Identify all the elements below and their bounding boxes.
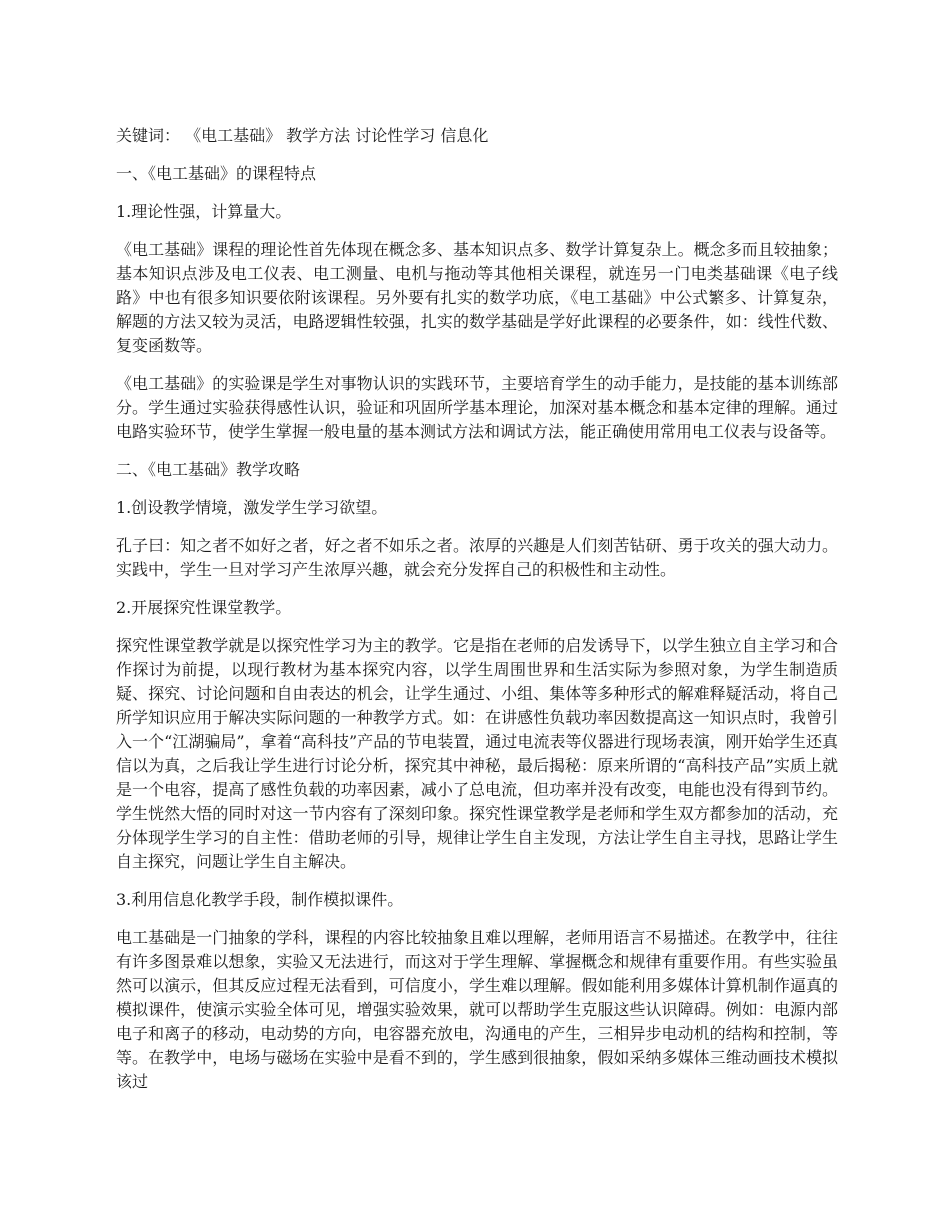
paragraph-inquiry: 探究性课堂教学就是以探究性学习为主的教学。它是指在老师的启发诱导下，以学生独立自主学习和合作探讨为前提，以现行教材为基本探究内容，以学生周围世界和生活实际为参照对象，为学生制造质疑、探究、讨论问题和自由表达的机会，让学生通过、小组、集体等多种形式的解难释疑活动，将自己所学知识应用于解决实际问题的一种教学方式。如：在讲感性负载功率因数提高这一知识点时，我曾引入一个“江湖骗局”，拿着“高科技”产品的节电装置，通过电流表等仪器进行现场表演，刚开始学生还真信以为真，之后我让学生进行讨论分析，探究其中神秘，最后揭秘：原来所谓的“高科技产品”实质上就是一个电容，提高了感性负载的功率因素，减小了总电流，但功率并没有改变，电能也没有得到节约。学生恍然大悟的同时对这一节内容有了深刻印象。探究性课堂教学是老师和学生双方都参加的活动，充分体现学生学习的自主性：借助老师的引导，规律让学生自主发现，方法让学生自主寻找，思路让学生自主探究，问题让学生自主解决。 [116,636,838,871]
section-heading-teaching-strategy: 二、《电工基础》教学攻略 [116,460,301,479]
keywords-line: 关键词： 《电工基础》 教学方法 讨论性学习 信息化 [116,126,489,145]
subheading-inquiry-teaching: 2.开展探究性课堂教学。 [116,598,292,617]
subheading-teaching-situation: 1.创设教学情境，激发学生学习欲望。 [116,498,388,517]
paragraph-informatization: 电工基础是一门抽象的学科，课程的内容比较抽象且难以理解，老师用语言不易描述。在教学中，往往有许多图景难以想象，实验又无法进行，而这对于学生理解、掌握概念和规律有重要作用。有些实验虽然可以演示，但其反应过程无法看到，可信度小，学生难以理解。假如能利用多媒体计算机制作逼真的模拟课件，使演示实验全体可见，增强实验效果，就可以帮助学生克服这些认识障碍。例如：电源内部电子和离子的移动，电动势的方向，电容器充放电，沟通电的产生，三相异步电动机的结构和控制，等等。在教学中，电场与磁场在实验中是看不到的，学生感到很抽象，假如采纳多媒体三维动画技术模拟该过 [116,928,838,1091]
paragraph-interest: 孔子曰：知之者不如好之者，好之者不如乐之者。浓厚的兴趣是人们刻苦钻研、勇于攻关的强大动力。实践中，学生一旦对学习产生浓厚兴趣，就会充分发挥自己的积极性和主动性。 [116,536,838,579]
subheading-informatization: 3.利用信息化教学手段，制作模拟课件。 [116,890,404,909]
subheading-theory-strong: 1.理论性强，计算量大。 [116,202,292,221]
section-heading-course-features: 一、《电工基础》的课程特点 [116,164,317,183]
paragraph-theory: 《电工基础》课程的理论性首先体现在概念多、基本知识点多、数学计算复杂上。概念多而且较抽象；基本知识点涉及电工仪表、电工测量、电机与拖动等其他相关课程，就连另一门电类基础课《电子线路》中也有很多知识要依附该课程。另外要有扎实的数学功底，《电工基础》中公式繁多、计算复杂，解题的方法又较为灵活，电路逻辑性较强，扎实的数学基础是学好此课程的必要条件，如：线性代数、复变函数等。 [116,240,838,355]
document-page [116,124,838,1108]
paragraph-experiment: 《电工基础》的实验课是学生对事物认识的实践环节，主要培育学生的动手能力，是技能的基本训练部分。学生通过实验获得感性认识，验证和巩固所学基本理论，加深对基本概念和基本定律的理解。通过电路实验环节，使学生掌握一般电量的基本测试方法和调试方法，能正确使用常用电工仪表与设备等。 [116,374,838,441]
